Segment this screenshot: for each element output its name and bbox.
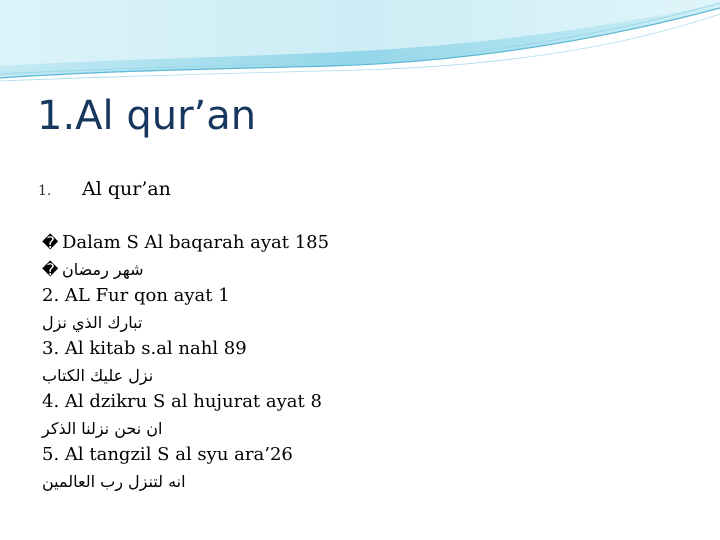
line-text-arabic: نزل عليك الكتاب [42, 365, 154, 385]
content-line-arabic [42, 469, 682, 496]
line-text: 5. Al tangzil S al syu ara’26 [42, 444, 293, 465]
numbered-list-item [38, 178, 171, 200]
line-text-arabic: شهر رمضان [62, 259, 144, 279]
line-text: 2. AL Fur qon ayat 1 [42, 285, 230, 306]
content-line-arabic [42, 416, 682, 443]
line-text: 3. Al kitab s.al nahl 89 [42, 338, 247, 359]
content-line [42, 389, 682, 416]
slide-title: 1.Al qur’an [37, 93, 257, 139]
line-text: Dalam S Al baqarah ayat 185 [62, 232, 330, 253]
line-text-arabic: ان نحن نزلنا الذكر [42, 418, 163, 438]
content-body [42, 230, 682, 495]
content-line [42, 336, 682, 363]
content-line [42, 230, 682, 257]
content-line [42, 442, 682, 469]
list-item-number: 1. [38, 183, 52, 199]
content-line-arabic [42, 363, 682, 390]
content-line [42, 283, 682, 310]
list-item-text: Al qur’an [82, 178, 171, 200]
bullet-glyph: � [42, 259, 59, 279]
header-wave-decoration [0, 0, 720, 90]
bullet-glyph: � [42, 233, 59, 252]
content-line-arabic [42, 257, 682, 284]
line-text-arabic: تبارك الذي نزل [42, 312, 143, 332]
content-line-arabic [42, 310, 682, 337]
line-text: 4. Al dzikru S al hujurat ayat 8 [42, 391, 322, 412]
line-text-arabic: انه لتنزل رب العالمين [42, 471, 186, 491]
